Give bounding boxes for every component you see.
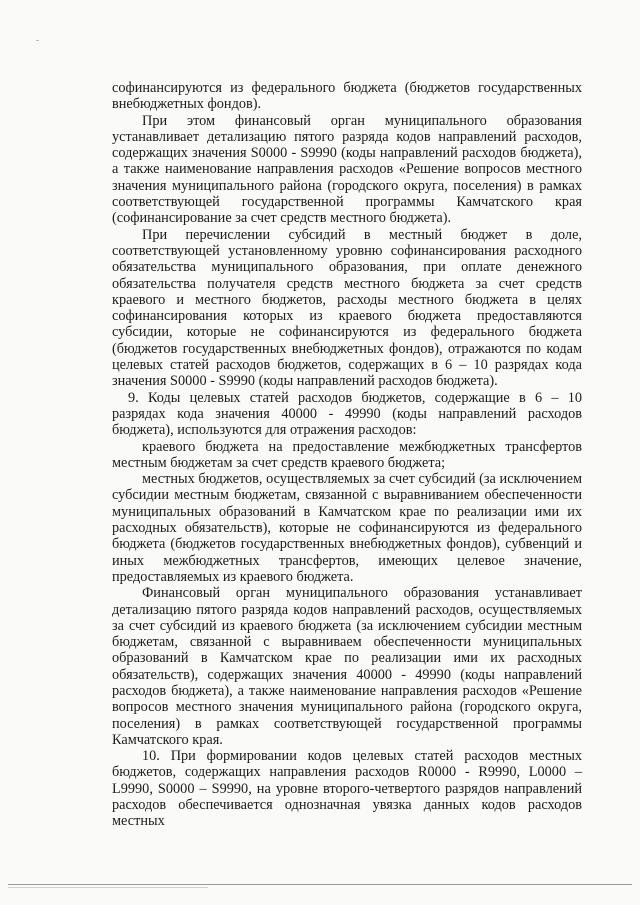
paragraph-subsidy-transfer: При перечислении субсидий в местный бюджет в доле, соответствующей установленному уровню софинансирования расходного обязательства муниципального образования, при оплате денежного обязательства получателя средств местного бюджета за счет средств краевого и местного бюджетов, расходы местного бюджета в целях софинансирования которых из краевого бюджета предоставляются субсидии, которые не софинансируются из федерального бюджета (бюджетов государственных внебюджетных фондов), отражаются по кодам целевых статей расходов бюджетов, содержащих в 6 – 10 разрядах кода значения S0000 - S9990 (коды направлений расходов бюджета). bbox=[112, 226, 582, 390]
paragraph-financial-organ-detail: При этом финансовый орган муниципального образования устанавливает детализацию пятого разряда кодов направлений расходов, содержащих значения S0000 - S9990 (коды направлений расходов бюджета), а также наименование направления расходов «Решение вопросов местного значения муниципального района (городского округа, поселения) в рамках соответствующей государственной программы Камчатского края (софинансирование за счет средств местного бюджета). bbox=[112, 112, 582, 227]
document-body bbox=[112, 80, 582, 830]
paragraph-financial-organ-subsidies: Финансовый орган муниципального образования устанавливает детализацию пятого разряда кодов направлений расходов, осуществляемых за счет субсидий из краевого бюджета (за исключением субсидии местным бюджетам, связанной с выравниваем обеспеченности муниципальных образований в Камчатском крае по реализации ими их расходных обязательств), содержащих значения 40000 - 49990 (коды направлений расходов бюджета), а также наименование направления расходов «Решение вопросов местного значения муниципального района (городского округа, поселения) в рамках соответствующей государственной программы Камчатского края. bbox=[112, 585, 582, 748]
paragraph-item-9: 9. Коды целевых статей расходов бюджетов, содержащие в 6 – 10 разрядах кода значения 40000 - 49990 (коды направлений расходов бюджета), используются для отражения расходов: bbox=[112, 389, 582, 439]
page-bottom-edge bbox=[8, 884, 632, 885]
paragraph-regional-budget: краевого бюджета на предоставление межбюджетных трансфертов местным бюджетам за счет средств краевого бюджета; bbox=[112, 438, 582, 471]
scan-mark bbox=[36, 40, 39, 41]
paragraph-local-budgets: местных бюджетов, осуществляемых за счет субсидий (за исключением субсидии местным бюджетам, связанной с выравниванием обеспеченности муниципальных образований в Камчатском крае по реализации ими их расходных обязательств), которые не софинансируются из федерального бюджета (бюджетов государственных внебюджетных фондов), субвенций и иных межбюджетных трансфертов, имеющих целевое значение, предоставляемых из краевого бюджета. bbox=[112, 471, 582, 585]
page-bottom-shadow bbox=[8, 887, 208, 888]
paragraph-continuation: софинансируются из федерального бюджета (бюджетов государственных внебюджетных фондов). bbox=[112, 80, 582, 113]
paragraph-item-10: 10. При формировании кодов целевых статей расходов местных бюджетов, содержащих направления расходов R0000 - R9990, L0000 – L9990, S0000 – S9990, на уровне второго-четвертого разрядов направлений расходов обеспечивается однозначная увязка данных кодов расходов местных bbox=[112, 748, 582, 830]
